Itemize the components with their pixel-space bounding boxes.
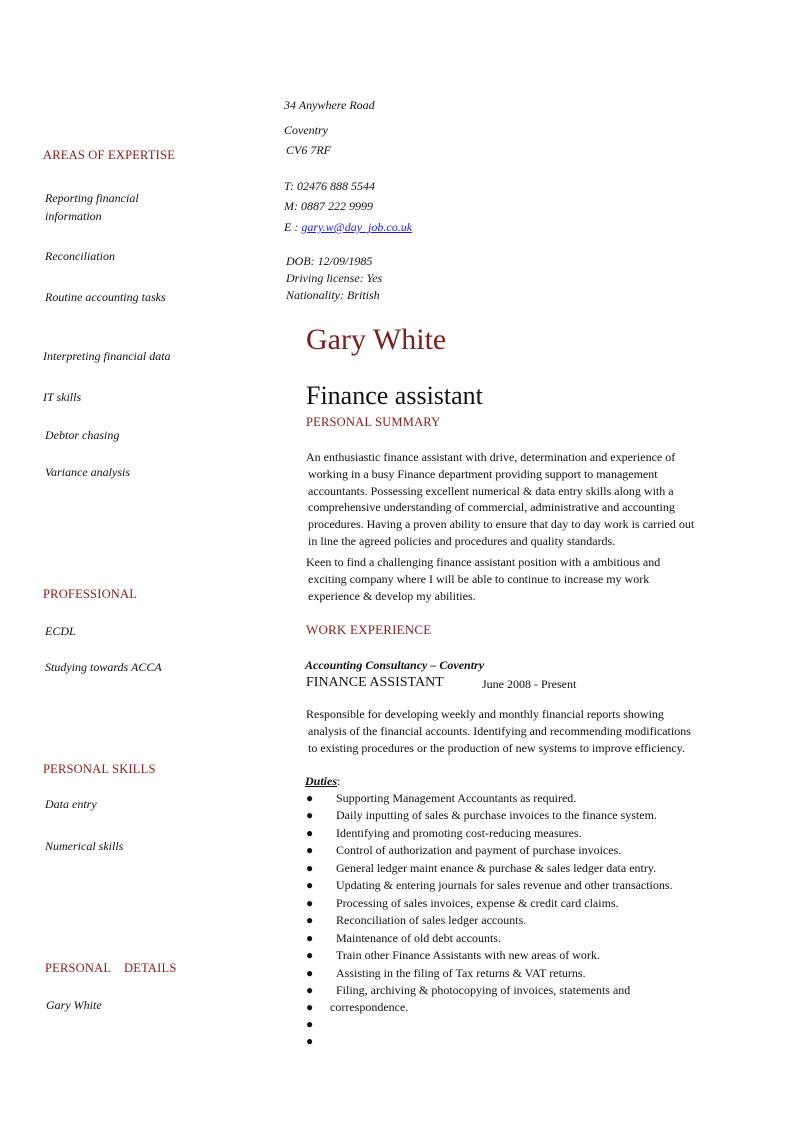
summary-line: procedures. Having a proven ability to ensure that day to day work is carried out <box>308 517 695 532</box>
job-role-title: Finance assistant <box>306 381 483 410</box>
duty-text: Reconciliation of sales ledger accounts. <box>336 913 527 927</box>
description-line: Responsible for developing weekly and monthly financial reports showing <box>306 707 664 721</box>
email-link[interactable]: gary.w@day_job.co.uk <box>301 220 413 234</box>
description-line: to existing procedures or the production of new systems to improve efficiency. <box>308 740 685 755</box>
summary-heading: PERSONAL SUMMARY <box>306 415 441 429</box>
bullet-icon: ● <box>306 878 314 892</box>
summary-line: comprehensive understanding of commercial, administrative and accounting <box>308 500 675 515</box>
bullet-icon: ● <box>306 966 314 980</box>
expertise-item: Reconciliation <box>45 249 115 263</box>
duty-item <box>306 843 621 858</box>
duties-label-line <box>305 774 340 789</box>
bullet-icon: ● <box>306 1000 314 1014</box>
duty-text: correspondence. <box>330 1000 409 1014</box>
bullet-icon: ● <box>306 896 314 910</box>
duty-item <box>306 878 673 893</box>
description-line: analysis of the financial accounts. Identifying and recommending modifications <box>308 723 691 738</box>
professional-item: Studying towards ACCA <box>45 660 162 674</box>
duty-item <box>306 808 657 823</box>
summary-line: experience & develop my abilities. <box>308 588 476 603</box>
skills-item: Numerical skills <box>45 839 124 853</box>
expertise-item: Variance analysis <box>45 465 130 479</box>
email-line <box>284 220 412 235</box>
expertise-item: Routine accounting tasks <box>45 290 166 304</box>
summary-line: accountants. Possessing excellent numerical & data entry skills along with a <box>308 483 674 498</box>
personal-details-heading: PERSONAL DETAILS <box>45 961 177 975</box>
duty-text: Filing, archiving & photocopying of invoices, statements and <box>336 983 631 997</box>
duty-item <box>306 1000 408 1015</box>
duty-item <box>306 826 582 841</box>
employer-name: Accounting Consultancy – Coventry <box>305 658 485 672</box>
duty-item <box>306 913 526 928</box>
duty-item <box>306 983 630 998</box>
bullet-icon: ● <box>306 948 314 962</box>
bullet-icon: ● <box>306 843 314 857</box>
bullet-icon: ● <box>306 808 314 822</box>
duty-item-empty <box>306 1034 336 1049</box>
expertise-item: Interpreting financial data <box>43 349 171 363</box>
address-line-2: Coventry <box>284 123 328 137</box>
bullet-icon: ● <box>306 913 314 927</box>
duty-item <box>306 948 600 963</box>
expertise-item: IT skills <box>43 390 82 404</box>
employment-dates: June 2008 - Present <box>482 677 577 691</box>
expertise-item: information <box>45 209 102 223</box>
email-prefix: E : <box>284 220 299 234</box>
personal-skills-heading: PERSONAL SKILLS <box>43 762 156 776</box>
candidate-name: Gary White <box>306 323 447 356</box>
duty-text: Control of authorization and payment of purchase invoices. <box>336 843 622 857</box>
summary-paragraph-1 <box>306 449 694 550</box>
bullet-icon: ● <box>306 826 314 840</box>
duty-text: Daily inputting of sales & purchase invoices to the finance system. <box>336 808 657 822</box>
job-description <box>306 706 691 756</box>
date-of-birth: DOB: 12/09/1985 <box>286 254 373 268</box>
summary-line: exciting company where I will be able to continue to increase my work <box>308 571 650 586</box>
expertise-heading: AREAS OF EXPERTISE <box>43 148 176 162</box>
duty-item <box>306 791 576 806</box>
professional-heading: PROFESSIONAL <box>43 587 138 601</box>
bullet-icon: ● <box>306 983 314 997</box>
bullet-icon: ● <box>306 791 314 805</box>
skills-item: Data entry <box>45 797 97 811</box>
expertise-item: Debtor chasing <box>45 428 120 442</box>
bullet-icon: ● <box>306 1017 314 1031</box>
professional-item: ECDL <box>45 624 76 638</box>
address-line-1: 34 Anywhere Road <box>284 98 375 112</box>
driving-license: Driving license: Yes <box>286 271 383 285</box>
duty-text: Maintenance of old debt accounts. <box>336 931 501 945</box>
bullet-icon: ● <box>306 931 314 945</box>
duty-text: Assisting in the filing of Tax returns & VAT returns. <box>336 966 586 980</box>
duty-text: Processing of sales invoices, expense & credit card claims. <box>336 896 619 910</box>
details-item: Gary White <box>46 998 102 1012</box>
bullet-icon: ● <box>306 861 314 875</box>
duty-text: Train other Finance Assistants with new areas of work. <box>336 948 600 962</box>
work-experience-heading: WORK EXPERIENCE <box>306 622 432 637</box>
summary-line: working in a busy Finance department providing support to management <box>308 466 658 481</box>
job-title: FINANCE ASSISTANT <box>306 675 444 690</box>
duty-item <box>306 931 501 946</box>
duties-colon: : <box>337 774 341 788</box>
phone-number: T: 02476 888 5544 <box>284 179 376 193</box>
duty-text: Supporting Management Accountants as required. <box>336 791 577 805</box>
bullet-icon: ● <box>306 1034 314 1048</box>
summary-line: in line the agreed policies and procedures and quality standards. <box>308 533 616 548</box>
duty-text: Identifying and promoting cost-reducing measures. <box>336 826 582 840</box>
duties-label: Duties <box>305 774 338 788</box>
summary-line: An enthusiastic finance assistant with drive, determination and experience of <box>306 450 676 464</box>
nationality: Nationality: British <box>286 288 380 302</box>
duty-item-empty <box>306 1017 336 1032</box>
duty-text: Updating & entering journals for sales revenue and other transactions. <box>336 878 673 892</box>
summary-paragraph-2 <box>306 554 660 604</box>
duty-item <box>306 861 656 876</box>
duty-item <box>306 966 586 981</box>
address-line-3: CV6 7RF <box>286 143 331 157</box>
duty-text: General ledger maint enance & purchase & sales ledger data entry. <box>336 861 657 875</box>
expertise-item: Reporting financial <box>45 191 139 205</box>
summary-line: Keen to find a challenging finance assistant position with a ambitious and <box>306 555 661 569</box>
duty-item <box>306 896 619 911</box>
mobile-number: M: 0887 222 9999 <box>284 199 373 213</box>
